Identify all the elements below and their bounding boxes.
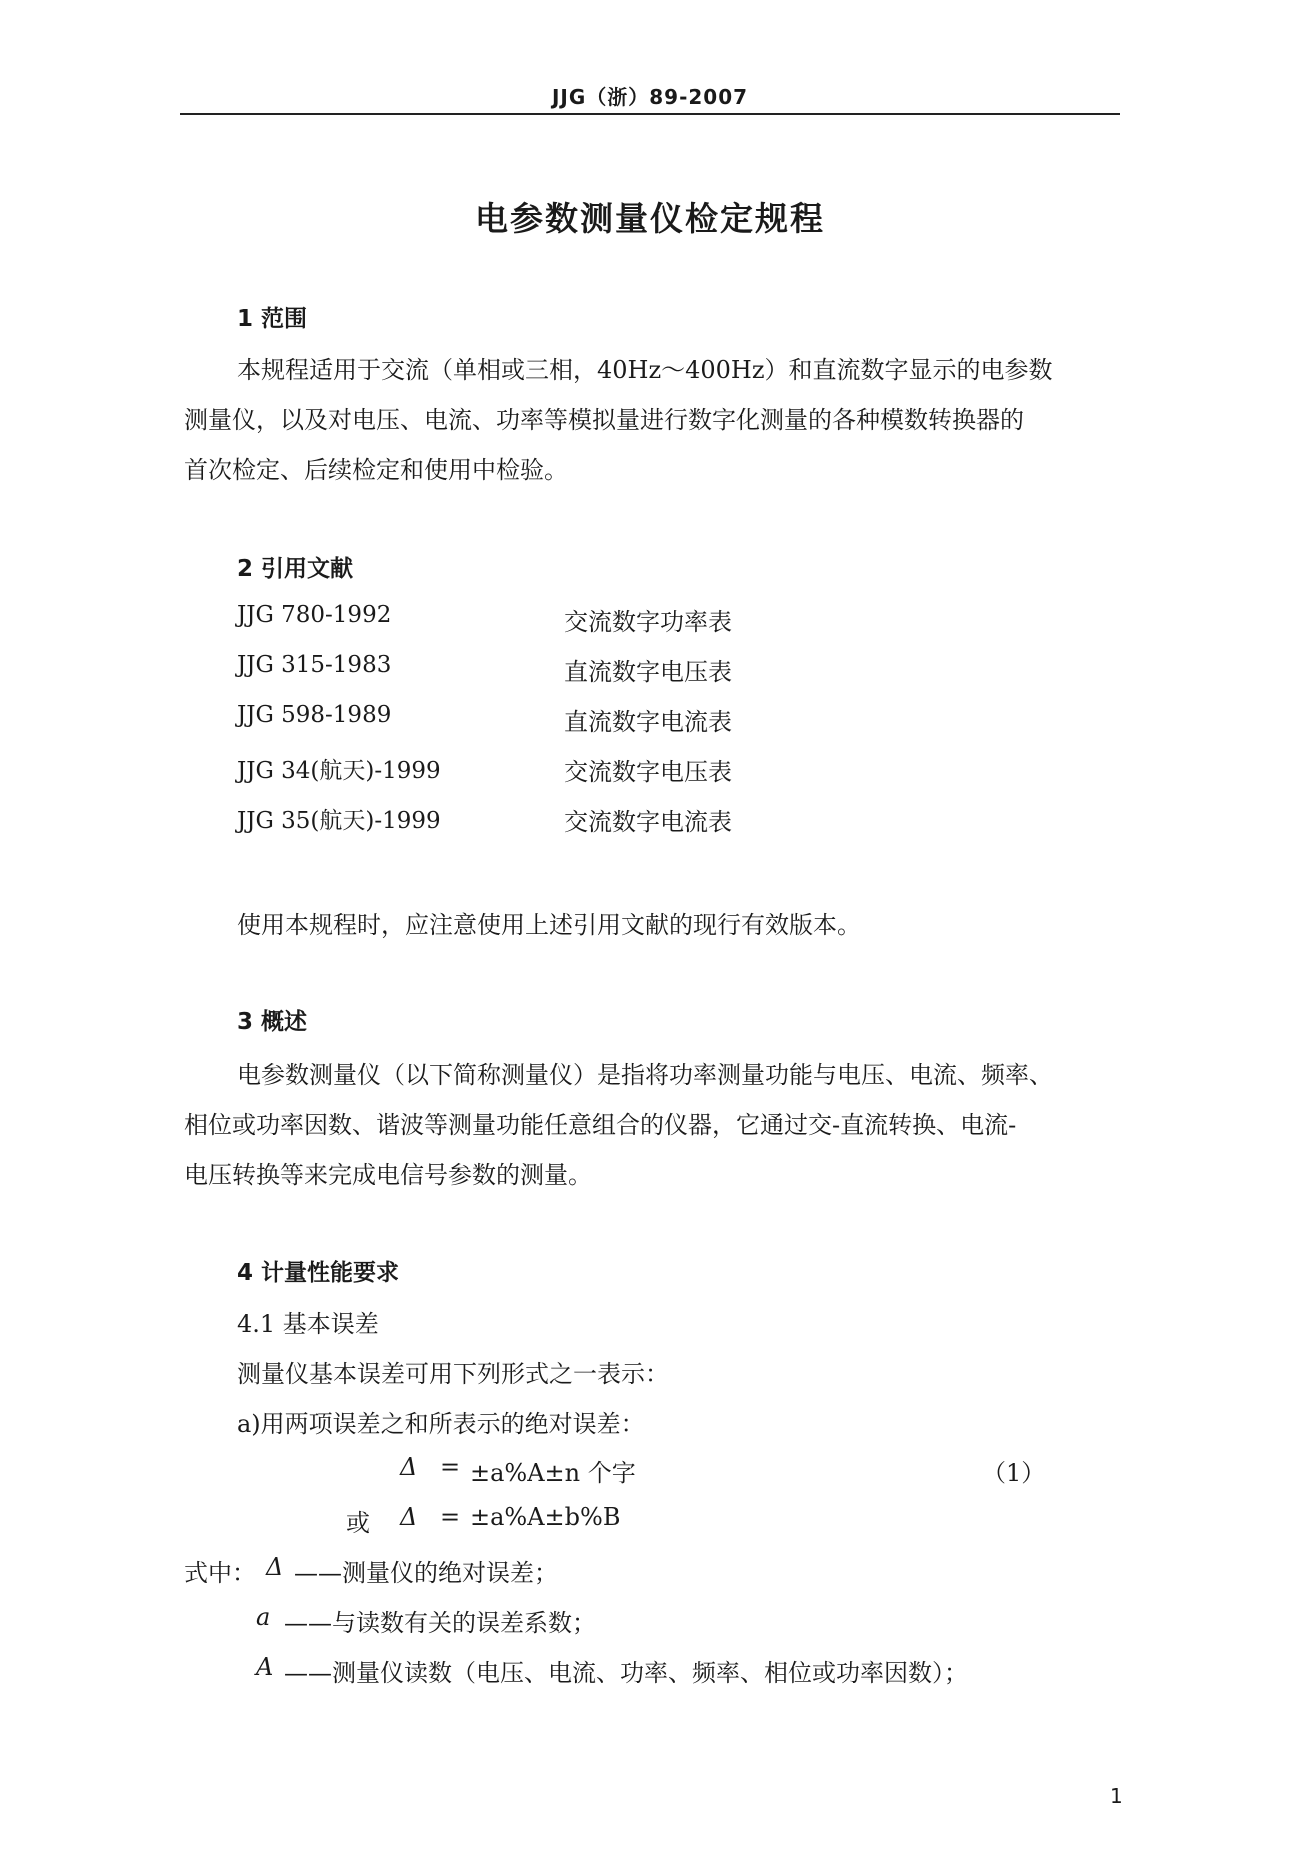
definition-text: ——与读数有关的误差系数； (284, 1609, 596, 1637)
formula-2-rhs: ±a%A±b%B (470, 1503, 621, 1531)
definition-symbol: Δ (266, 1553, 284, 1581)
header-rule (180, 113, 1120, 115)
formula-2-lhs: Δ (400, 1503, 418, 1531)
section-1-line-3: 首次检定、后续检定和使用中检验。 (184, 456, 568, 484)
page-title: 电参数测量仪检定规程 (475, 199, 825, 238)
reference-code: JJG 780-1992 (237, 602, 392, 628)
section-1-line-1: 本规程适用于交流（单相或三相，40Hz～400Hz）和直流数字显示的电参数 (237, 356, 1053, 384)
reference-code: JJG 598-1989 (237, 702, 392, 728)
section-4-1-subheading: 4.1 基本误差 (237, 1310, 379, 1338)
reference-title: 直流数字电流表 (564, 708, 732, 736)
page-number: 1 (1110, 1784, 1123, 1808)
formula-2-prefix: 或 (346, 1509, 370, 1537)
formula-1-number: （1） (982, 1459, 1046, 1487)
section-1-line-2: 测量仪，以及对电压、电流、功率等模拟量进行数字化测量的各种模数转换器的 (184, 406, 1024, 434)
reference-code: JJG 315-1983 (237, 652, 392, 678)
reference-title: 交流数字功率表 (564, 608, 732, 636)
where-label: 式中： (184, 1559, 256, 1587)
section-2-note: 使用本规程时，应注意使用上述引用文献的现行有效版本。 (237, 911, 861, 939)
document-code-header: JJG（浙）89-2007 (551, 85, 749, 109)
reference-code: JJG 35(航天)-1999 (237, 808, 441, 834)
section-3-line-1: 电参数测量仪（以下简称测量仪）是指将功率测量功能与电压、电流、频率、 (237, 1061, 1053, 1089)
section-1-heading: 1 范围 (237, 306, 308, 332)
definition-text: ——测量仪的绝对误差； (294, 1559, 558, 1587)
section-3-line-3: 电压转换等来完成电信号参数的测量。 (184, 1161, 592, 1189)
reference-code: JJG 34(航天)-1999 (237, 758, 441, 784)
reference-title: 直流数字电压表 (564, 658, 732, 686)
definition-text: ——测量仪读数（电压、电流、功率、频率、相位或功率因数）； (284, 1659, 968, 1687)
section-3-line-2: 相位或功率因数、谐波等测量功能任意组合的仪器，它通过交-直流转换、电流- (184, 1111, 1017, 1139)
formula-2-equals: = (440, 1503, 461, 1531)
reference-title: 交流数字电流表 (564, 808, 732, 836)
formula-1-lhs: Δ (400, 1453, 418, 1481)
reference-title: 交流数字电压表 (564, 758, 732, 786)
section-2-heading: 2 引用文献 (237, 556, 354, 582)
definition-symbol: a (256, 1603, 271, 1631)
section-4-1-intro: 测量仪基本误差可用下列形式之一表示： (237, 1360, 669, 1388)
formula-1-rhs: ±a%A±n 个字 (470, 1459, 636, 1487)
section-3-heading: 3 概述 (237, 1009, 308, 1035)
formula-1-equals: = (440, 1453, 461, 1481)
definition-symbol: A (256, 1653, 274, 1681)
section-4-heading: 4 计量性能要求 (237, 1260, 400, 1286)
item-a-text: a)用两项误差之和所表示的绝对误差： (237, 1410, 645, 1438)
